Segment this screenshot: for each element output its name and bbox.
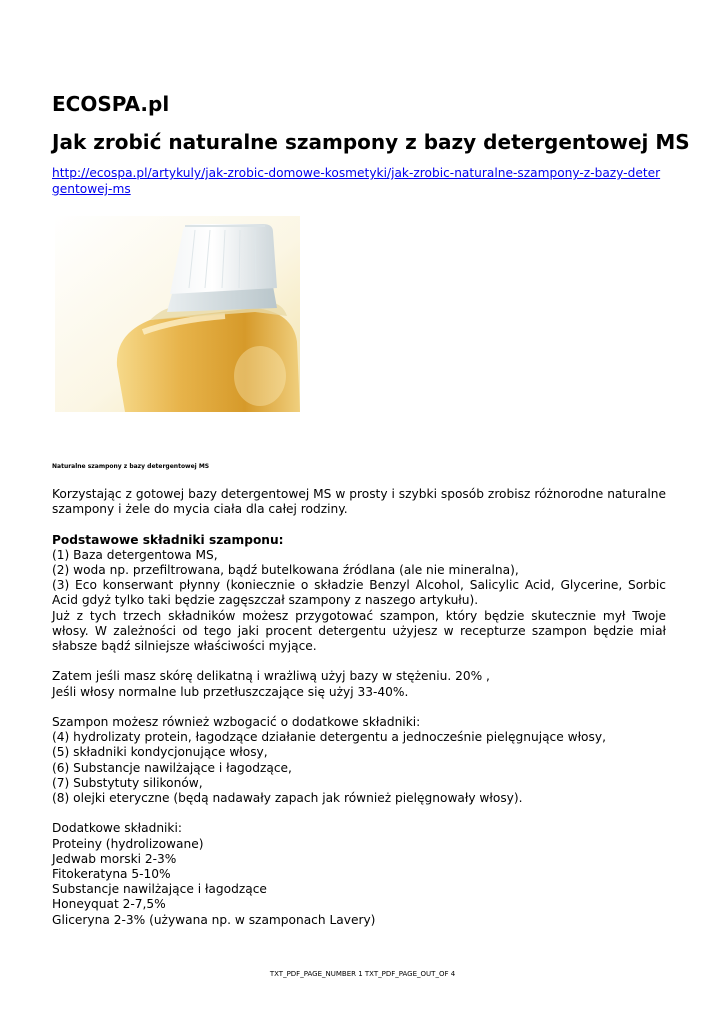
intro-paragraph: Korzystając z gotowej bazy detergentowej MS w prosty i szybki sposób zrobisz różnorodne naturalne szampony i żele do mycia ciała dla całej rodziny. — [52, 487, 666, 517]
list-item: Proteiny (hydrolizowane) — [52, 836, 204, 851]
article-url-link[interactable]: http://ecospa.pl/artykuly/jak-zrobic-domowe-kosmetyki/jak-zrobic-naturalne-szampony-z-bazy-detergentowej-ms — [52, 166, 661, 196]
list-item: (2) woda np. przefiltrowana, bądź butelkowana źródlana (ale nie mineralna), — [52, 563, 519, 577]
list-item: Gliceryna 2-3% (używana np. w szamponach Lavery) — [52, 912, 376, 927]
list-item: (8) olejki eteryczne (będą nadawały zapach jak również pielęgnowały włosy). — [52, 791, 523, 806]
list-item: (5) składniki kondycjonujące włosy, — [52, 745, 268, 760]
concentration-line: Jeśli włosy normalne lub przetłuszczające się użyj 33-40%. — [52, 684, 409, 699]
list-item: (7) Substytuty silikonów, — [52, 775, 203, 790]
list-item: Jedwab morski 2-3% — [52, 851, 177, 866]
list-item: Honeyquat 2-7,5% — [52, 897, 166, 912]
list-item: Substancje nawilżające i łagodzące — [52, 882, 267, 897]
list-item: (1) Baza detergentowa MS, — [52, 547, 218, 562]
enrich-intro: Szampon możesz również wzbogacić o dodatkowe składniki: — [52, 715, 421, 729]
additional-ingredients-heading: Dodatkowe składniki: — [52, 821, 182, 836]
concentration-line: Zatem jeśli masz skórę delikatną i wrażliwą użyj bazy w stężeniu. 20% , — [52, 669, 490, 684]
list-item: (3) Eco konserwant płynny (koniecznie o składzie Benzyl Alcohol, Salicylic Acid, Glycerine, Sorbic Acid gdyż tylko taki będzie zagęszczał szampony z naszego artykułu). — [52, 578, 666, 608]
list-item: (4) hydrolizaty protein, łagodzące działanie detergentu a jednocześnie pielęgnujące włosy, — [52, 730, 606, 745]
list-item: (6) Substancje nawilżające i łagodzące, — [52, 760, 292, 775]
page-footer: TXT_PDF_PAGE_NUMBER 1 TXT_PDF_PAGE_OUT_OF 4 — [269, 970, 456, 978]
shampoo-bottle-photo — [55, 216, 300, 412]
article-body — [52, 487, 666, 928]
list-item: Fitokeratyna 5-10% — [52, 867, 171, 882]
basic-paragraph: Już z tych trzech składników możesz przygotować szampon, który będzie skutecznie mył Twoje włosy. W zależności od tego jaki procent detergentu użyjesz w recepturze szampon będzie miał słabsze bądź silniejsze właściwości myjące. — [52, 608, 666, 654]
basic-ingredients-heading: Podstawowe składniki szamponu: — [52, 532, 284, 547]
article-title: Jak zrobić naturalne szampony z bazy detergentowej MS — [52, 130, 690, 154]
image-caption: Naturalne szampony z bazy detergentowej MS — [52, 463, 210, 470]
site-title: ECOSPA.pl — [52, 92, 170, 116]
